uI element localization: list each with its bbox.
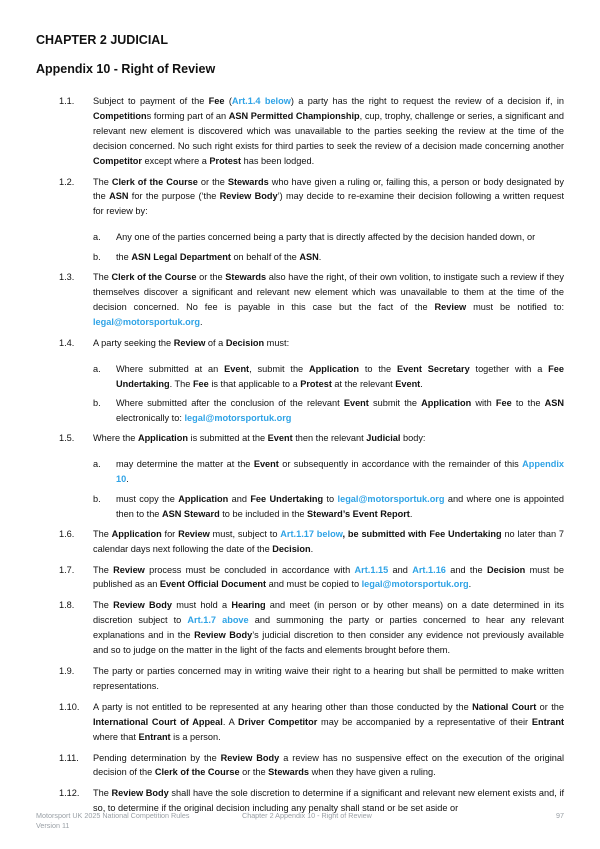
footer-document-info xyxy=(36,811,189,831)
email-link[interactable]: legal@motorsportuk.org xyxy=(93,316,200,327)
paragraph-text: The party or parties concerned may in writing waive their right to a hearing but shall be permitted to make written representations. xyxy=(93,666,564,691)
email-link[interactable]: legal@motorsportuk.org xyxy=(337,493,445,504)
paragraph-number: 1.3. xyxy=(59,272,75,283)
paragraph-1-7 xyxy=(0,563,600,593)
paragraph-1-11 xyxy=(0,751,600,781)
subparagraph-text: must copy the Application and Fee Undertaking to legal@motorsportuk.org and where one is appointed then to the ASN Steward to be included in the Steward’s Event Report. xyxy=(116,493,565,519)
article-link[interactable]: Art.1.7 above xyxy=(187,615,249,626)
paragraph-text: The Clerk of the Course or the Stewards also have the right, of their own volition, to instigate such a review if they themselves discover a significant and relevant new element which was unavailable to them at the time of the decision concerned. No fee is payable in this case but the fact of the Review must be notified to: legal@motorsportuk.org. xyxy=(93,272,564,327)
paragraph-number: 1.11. xyxy=(59,752,79,763)
paragraph-number: 1.8. xyxy=(59,600,75,611)
paragraph-number: 1.6. xyxy=(59,528,75,539)
paragraph-text: The Review Body must hold a Hearing and meet (in person or by other means) on a date determined in its discretion subject to Art.1.7 above and summoning the party or parties concerned to hear any relevant explanations and in the Review Body’s judicial discretion to then consider any evidence not previously available and so to judge on the matter in the light of the facts and elements brought before them. xyxy=(93,600,564,656)
appendix-title: Appendix 10 - Right of Review xyxy=(36,62,216,76)
paragraph-number: 1.5. xyxy=(59,433,75,444)
paragraph-text: The Clerk of the Course or the Stewards who have given a ruling or, failing this, a person or body designated by the ASN for the purpose (‘the Review Body’) may decide to re-examine their decision following a written request for review by: xyxy=(93,176,565,217)
paragraph-number: 1.10. xyxy=(59,701,80,712)
subparagraph-text: Where submitted after the conclusion of the relevant Event submit the Application with Fee to the ASN electronically to: legal@motorsportuk.org xyxy=(116,398,564,424)
email-link[interactable]: legal@motorsportuk.org xyxy=(184,413,292,424)
email-link[interactable]: legal@motorsportuk.org xyxy=(361,579,469,590)
subparagraph-text: may determine the matter at the Event or subsequently in accordance with the remainder of this Appendix 10. xyxy=(116,459,565,485)
subparagraph-1-5-b: b. must copy the Application and Fee Undertaking to legal@motorsportuk.org and where one is appointed then to the ASN Steward to be included in the Steward’s Event Report. xyxy=(0,492,600,522)
paragraph-number: 1.4. xyxy=(59,337,75,348)
paragraph-number: 1.2. xyxy=(59,176,75,187)
paragraph-1-1 xyxy=(0,94,600,169)
paragraph-number: 1.12. xyxy=(59,788,80,799)
subparagraph-1-2-b: b. the ASN Legal Department on behalf of the ASN. xyxy=(0,250,600,265)
footer-version: Version 11 xyxy=(36,821,70,830)
subparagraph-1-4-b: b. Where submitted after the conclusion of the relevant Event submit the Application with Fee to the ASN electronically to: legal@motorsportuk.org xyxy=(0,396,600,426)
paragraph-number: 1.7. xyxy=(59,564,75,575)
footer-rules-title: Motorsport UK 2025 National Competition Rules xyxy=(36,811,190,820)
paragraph-text: The Application for Review must, subject to Art.1.17 below, be submitted with Fee Undertaking no later than 7 calendar days next following the date of the Decision. xyxy=(93,528,565,554)
article-link[interactable]: Art.1.17 below xyxy=(280,528,343,539)
paragraph-1-3 xyxy=(0,270,600,330)
paragraph-text: A party seeking the Review of a Decision must: xyxy=(93,337,290,348)
subparagraph-1-2-a: a. Any one of the parties concerned being a party that is directly affected by the decision handed down, or xyxy=(0,230,600,245)
article-link[interactable]: Art.1.4 below xyxy=(231,96,291,106)
paragraph-1-9 xyxy=(0,664,600,694)
paragraph-1-8 xyxy=(0,598,600,658)
paragraph-text: Where the Application is submitted at the Event then the relevant Judicial body: xyxy=(93,433,426,444)
paragraph-1-10 xyxy=(0,700,600,745)
paragraph-1-5 xyxy=(0,431,600,446)
article-link[interactable]: Art.1.15 xyxy=(354,564,389,575)
paragraph-number: 1.9. xyxy=(59,666,75,676)
footer-section-title: Chapter 2 Appendix 10 - Right of Review xyxy=(242,811,372,820)
subparagraph-text: Any one of the parties concerned being a party that is directly affected by the decision handed down, or xyxy=(116,232,536,243)
subparagraph-1-4-a: a. Where submitted at an Event, submit the Application to the Event Secretary together with a Fee Undertaking. The Fee is that applicable to a Protest at the relevant Event. xyxy=(0,362,600,392)
subparagraph-1-5-a: a. may determine the matter at the Event or subsequently in accordance with the remainder of this Appendix 10. xyxy=(0,457,600,487)
chapter-title: CHAPTER 2 JUDICIAL xyxy=(36,33,168,47)
paragraph-1-6 xyxy=(0,527,600,557)
paragraph-text: Subject to payment of the Fee (Art.1.4 below) a party has the right to request the review of a decision if, in Competitions forming part of an ASN Permitted Championship, cup, trophy, challenge or series, a significant and relevant new element is discovered which was unavailable to the parties seeking the review at the time of the decision concerned. No such right exists for third parties to seek the review of a decision made concerning another Competitor except where a Protest has been lodged. xyxy=(93,96,564,166)
article-link[interactable]: Art.1.16 xyxy=(412,564,446,575)
paragraph-text: A party is not entitled to be represented at any hearing other than those conducted by the National Court or the International Court of Appeal. A Driver Competitor may be accompanied by a representative of their Entrant where that Entrant is a person. xyxy=(93,701,564,742)
paragraph-number: 1.1. xyxy=(59,96,75,106)
paragraph-text: The Review Body shall have the sole discretion to determine if a significant and relevant new element exists and, if so, to determine if the original decision including any penalty shall stand or be set aside or xyxy=(93,788,565,814)
paragraph-1-2 xyxy=(0,175,600,220)
document-body xyxy=(0,94,600,822)
subparagraph-text: the ASN Legal Department on behalf of the ASN. xyxy=(116,252,322,263)
page-number: 97 xyxy=(556,811,564,820)
subparagraph-text: Where submitted at an Event, submit the Application to the Event Secretary together with a Fee Undertaking. The Fee is that applicable to a Protest at the relevant Event. xyxy=(116,363,565,389)
appendix-link[interactable]: Appendix 10 xyxy=(116,459,565,485)
paragraph-1-4 xyxy=(0,336,600,351)
paragraph-text: Pending determination by the Review Body a review has no suspensive effect on the execution of the original decision of the Clerk of the Course or the Stewards when they have given a ruling. xyxy=(93,752,565,778)
paragraph-text: The Review process must be concluded in accordance with Art.1.15 and Art.1.16 and the Decision must be published as an Event Official Document and must be copied to legal@motorsportuk.org. xyxy=(93,564,565,590)
